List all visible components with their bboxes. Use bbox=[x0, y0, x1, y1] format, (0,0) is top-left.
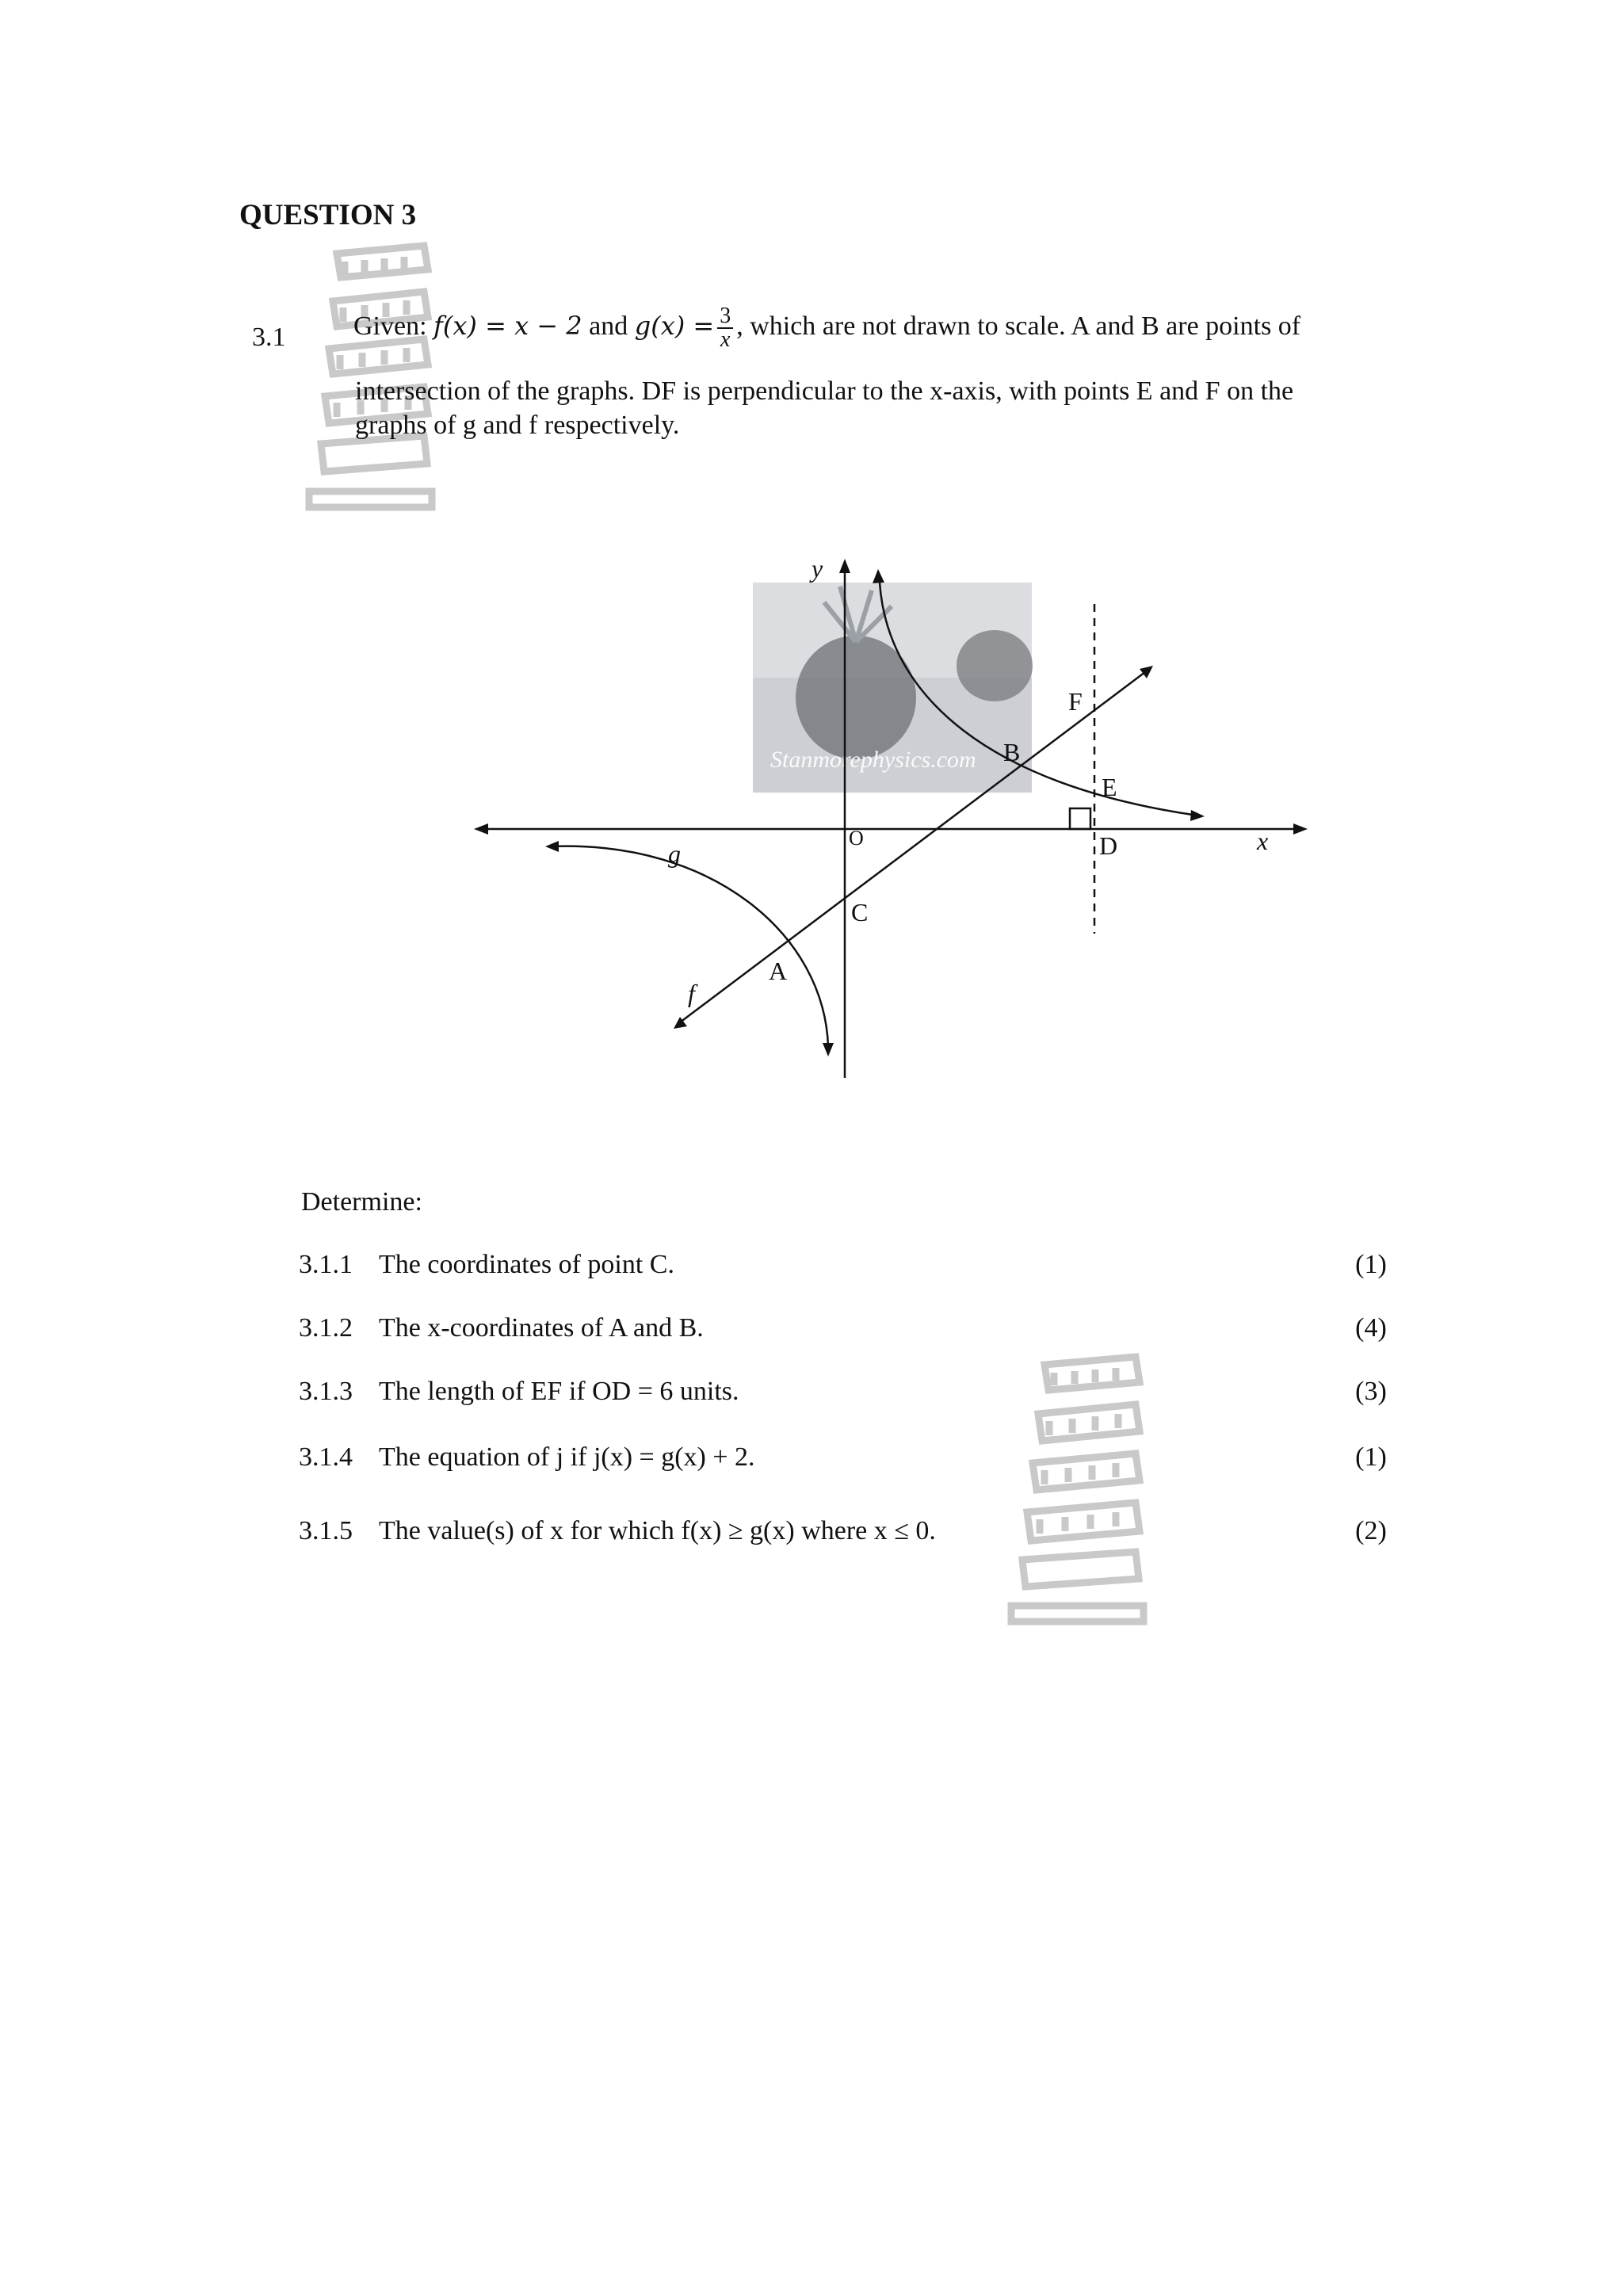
f-label: f bbox=[688, 979, 695, 1007]
sub-question-marks: (4) bbox=[1355, 1313, 1387, 1343]
g-label: g bbox=[668, 839, 681, 868]
sub-question-text: The coordinates of point C. bbox=[379, 1250, 674, 1279]
given-label: Given: bbox=[353, 311, 427, 341]
sub-question-number: 3.1.5 bbox=[299, 1516, 353, 1545]
and-word: and bbox=[589, 311, 628, 341]
f-arrow-up bbox=[1140, 666, 1153, 678]
photo-watermark bbox=[753, 583, 1033, 793]
x-axis-arrow-left bbox=[474, 823, 488, 835]
g-arrow-up bbox=[873, 569, 884, 583]
question-heading: QUESTION 3 bbox=[239, 199, 417, 231]
sub-question-text: The value(s) of x for which f(x) ≥ g(x) where x ≤ 0. bbox=[379, 1516, 936, 1545]
point-e-label: E bbox=[1102, 773, 1117, 801]
point-c-label: C bbox=[851, 898, 869, 926]
sub-question-number: 3.1.2 bbox=[299, 1313, 353, 1343]
g-arrow-down bbox=[823, 1043, 834, 1056]
g-numerator: 3 bbox=[717, 305, 733, 329]
given-line-2: intersection of the graphs. DF is perpendicular to the x-axis, with points E and F on the bbox=[355, 376, 1294, 406]
watermark-text: Stanmorephysics.com bbox=[770, 747, 976, 773]
sub-question-marks: (3) bbox=[1355, 1377, 1387, 1406]
g-arrow-right bbox=[1190, 810, 1205, 821]
sub-question-marks: (2) bbox=[1355, 1516, 1387, 1545]
origin-label: O bbox=[849, 827, 864, 850]
pisa-tower-watermark-icon bbox=[1005, 1347, 1155, 1633]
sub-question-text: The x-coordinates of A and B. bbox=[379, 1313, 704, 1343]
sub-question-marks: (1) bbox=[1355, 1250, 1387, 1279]
sub-question-number: 3.1.1 bbox=[299, 1250, 353, 1279]
x-axis-arrow-right bbox=[1293, 823, 1308, 835]
given-line-3: graphs of g and f respectively. bbox=[355, 411, 680, 440]
point-a-label: A bbox=[769, 957, 788, 985]
point-d-label: D bbox=[1099, 831, 1118, 860]
x-axis-label: x bbox=[1257, 827, 1269, 855]
given-line-rest: , which are not drawn to scale. A and B are points of bbox=[736, 311, 1301, 341]
question-number: 3.1 bbox=[252, 323, 286, 352]
point-f-label: F bbox=[1068, 687, 1083, 716]
g-lhs: g(x) = bbox=[634, 310, 715, 341]
sub-question-number: 3.1.3 bbox=[299, 1377, 353, 1406]
sub-question-text: The length of EF if OD = 6 units. bbox=[379, 1377, 739, 1406]
g-denominator: x bbox=[720, 327, 731, 352]
f-definition: f(x) = x − 2 bbox=[433, 310, 582, 341]
y-axis-label: y bbox=[812, 554, 823, 583]
point-b-label: B bbox=[1003, 738, 1021, 766]
y-axis-arrow-up bbox=[839, 559, 850, 573]
sub-question-marks: (1) bbox=[1355, 1442, 1387, 1472]
g-arrow-left bbox=[545, 841, 559, 852]
sub-question-number: 3.1.4 bbox=[299, 1442, 353, 1472]
graph-figure bbox=[0, 0, 1623, 1110]
determine-label: Determine: bbox=[301, 1187, 422, 1217]
sub-question-text: The equation of j if j(x) = g(x) + 2. bbox=[379, 1442, 755, 1472]
right-angle-marker bbox=[1070, 808, 1090, 829]
